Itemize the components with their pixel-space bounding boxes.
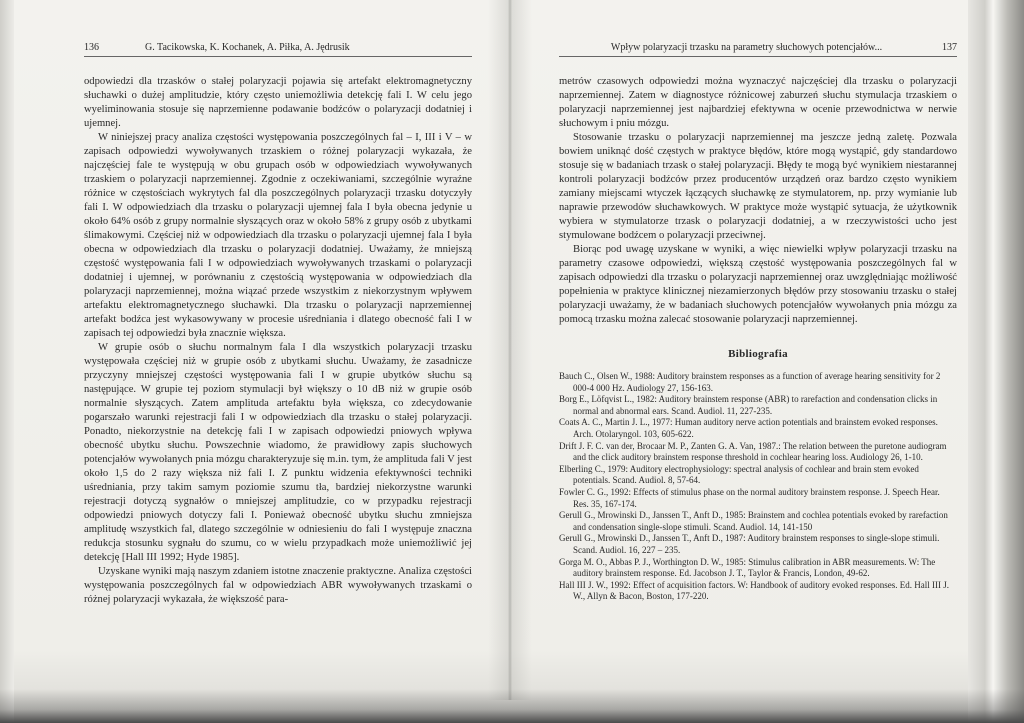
- right-paragraph-3: Biorąc pod uwagę uzyskane w wyniki, a więc niewielki wpływ polaryzacji trzasku na parametry czasowe odpowiedzi, większą częstość występowania poszczególnych fal w zapisach odpowiedzi dla trzasku o polaryzacji naprzemiennej oraz uwzględniając możliwość popełnienia w praktyce klinicznej niezamierzonych błędów przy stosowaniu trzasku o stałej polaryzacji uważamy, że w badaniach słuchowych potencjałów wywołanych pnia mózgu za pomocą trzasku można zalecać stosowanie polaryzacji naprzemiennej.: [559, 244, 957, 325]
- right-running-head: [559, 40, 957, 57]
- left-running-head: [84, 40, 472, 57]
- bottom-shadow: [0, 689, 1024, 723]
- reference-item: Gerull G., Mrowinski D., Janssen T., Anft D., 1987: Auditory brainstem responses to single-slope stimuli. Scand. Audiol. 16, 227 – 235.: [559, 533, 940, 555]
- right-running-head-title: Wpływ polaryzacji trzasku na parametry słuchowych potencjałów...: [610, 42, 883, 53]
- left-page-edge: [0, 0, 14, 723]
- reference-list: [559, 371, 957, 603]
- left-page: [84, 40, 472, 607]
- left-paragraph-2: W niniejszej pracy analiza częstości występowania poszczególnych fal – I, III i V – w zapisach odpowiedzi wywoływanych trzaskiem o różnej polaryzacji wykazała, że najczęściej fale te występują w obu grupach osób w odpowiedziach wywoływanych trzaskiem o polaryzacji naprzemiennej. Zgodnie z oczekiwaniami, szczególnie wyraźne różnice w częstościach wykrytych fal dla poszczególnych polaryzacji trzasku dotyczyły fali I. W odpowiedziach dla trzasku o polaryzacji ujemnej fala I była obecna jedynie u około 64% osób z grupy normalnie słyszących oraz w około 58% z grupy osób z ubytkami ślimakowymi. Częściej niż w odpowiedziach dla trzasku o polaryzacji ujemnej fala I była obecna w odpowiedziach dla trzasku o polaryzacji dodatniej. Uważamy, że mniejszą częstość występowania fali I w odpowiedziach wywoływanych trzaskami o polaryzacji dodatniej i ujemnej, w porównaniu z częstością występowania w odpowiedziach dla polaryzacji naprzemiennej, można wiązać przede wszystkim z niekorzystnym wpływem artefaktu elektromagnetycznego słuchawki. Dla trzasku o polaryzacji naprzemiennej artefakt bodźca jest wykasowywany w procesie uśredniania i dlatego obecność fali I w zapisach tej odpowiedzi była znacznie większa.: [84, 132, 472, 339]
- reference-item: Hall III J. W., 1992: Effect of acquisition factors. W: Handbook of auditory evoked responses. Ed. Hall III J. W., Allyn & Bacon, Boston, 177-220.: [559, 579, 949, 602]
- left-paragraph-1: odpowiedzi dla trzasków o stałej polaryzacji pojawia się artefakt elektromagnetyczny słuchawki o dużej amplitudzie, który często uniemożliwia detekcję fali I. W celu jego wyeliminowania stosuje się naprzemienne podawanie bodźców o polaryzacji dodatniej i ujemnej.: [84, 76, 472, 129]
- right-page-number: 137: [942, 42, 957, 53]
- reference-item: Coats A. C., Martin J. L., 1977: Human auditory nerve action potentials and brainstem evoked responses. Arch. Otolaryngol. 103, 605-622.: [559, 417, 938, 439]
- reference-item: Gerull G., Mrowinski D., Janssen T., Anft D., 1985: Brainstem and cochlea potentials evoked by rarefaction and condensation single-slope stimuli. Scand. Audiol. 14, 141-150: [559, 510, 948, 532]
- reference-item: Elberling C., 1979: Auditory electrophysiology: spectral analysis of cochlear and brain stem evoked potentials. Scand. Audiol. 8, 57-64.: [559, 463, 919, 486]
- right-page: [559, 40, 957, 603]
- left-paragraph-3: W grupie osób o słuchu normalnym fala I dla wszystkich polaryzacji trzasku występowała częściej niż w grupie osób z ubytkami słuchu. Uważamy, że zasadnicze przyczyny mniejszej częstości występowania fali I w grupie ubytków słuchu są następujące. W grupie tej poziom stymulacji był większy o 10 dB niż w grupie osób normalnie słyszących. Zatem amplituda artefaktu była większa, co zdecydowanie pogarszało warunki rejestracji fali I w odpowiedziach dla trzasku o stałej polaryzacji. Ponadto, niekorzystnie na detekcję fali I w zapisach odpowiedzi pniowych wpływa obecność ubytku słuchu. Powszechnie wiadomo, że prawidłowy zapis słuchowych potencjałów wywołanych pnia mózgu charakteryzuje się m.in. tym, że amplituda fali V jest około 1,5 do 2 razy większa niż fali I. Z punktu widzenia efektywności techniki uśredniania, przy takim samym poziomie szumu tła, bardziej niekorzystne warunki rejestracji dotyczą sygnałów o mniejszej amplitudzie, co w przypadku rejestracji odpowiedzi pniowych dotyczy fali I. Ponieważ obecność ubytku słuchu zmniejsza amplitudę wszystkich fal, dlatego szczególnie w odniesieniu do fali I występuje znaczna redukcja stosunku sygnału do szumu, co w wielu przypadkach może uniemożliwić jej detekcję [Hall III 1992; Hyde 1985].: [84, 342, 472, 563]
- reference-item: Gorga M. O., Abbas P. J., Worthington D. W., 1985: Stimulus calibration in ABR measurements. W: The auditory brainstem response. Ed. Jacobson J. T., Taylor & Francis, London, 49-62.: [559, 556, 936, 579]
- book-gutter: [488, 0, 532, 700]
- right-paragraph-1: metrów czasowych odpowiedzi można wyznaczyć najczęściej dla trzasku o polaryzacji naprzemiennej. Zatem w diagnostyce różnicowej zaburzeń słuchu stymulacja trzaskiem o polaryzacji naprzemiennej jest najbardziej efektywna w ocenie przewodnictwa w nerwie słuchowym i pniu mózgu.: [559, 76, 957, 129]
- left-paragraph-4: Uzyskane wyniki mają naszym zdaniem istotne znaczenie praktyczne. Analiza częstości występowania poszczególnych fal w odpowiedziach ABR wywoływanych trzaskami o różnej polaryzacji wykazała, że większość para-: [84, 566, 472, 605]
- reference-item: Bauch C., Olsen W., 1988: Auditory brainstem responses as a function of average hearing sensitivity for 2 000-4 000 Hz. Audiology 27, 156-163.: [559, 371, 941, 393]
- right-page-edge: [968, 0, 1024, 723]
- left-page-number: 136: [84, 42, 99, 53]
- left-running-head-authors: G. Tacikowska, K. Kochanek, A. Piłka, A. Jędrusik: [145, 42, 350, 53]
- reference-item: Borg E., Löfqvist L., 1982: Auditory brainstem response (ABR) to rarefaction and condensation clicks in normal and abnormal ears. Scand. Audiol. 11, 227-235.: [559, 394, 938, 416]
- right-paragraph-2: Stosowanie trzasku o polaryzacji naprzemiennej ma jeszcze jedną zaletę. Pozwala bowiem uniknąć dość częstych w praktyce błędów, które mogą wystąpić, gdy standardowo stosuje się w badaniach trzask o stałej polaryzacji. Błędy te mogą być wynikiem niestarannej kontroli polaryzacji bodźców przez producentów urządzeń oraz bardzo często wynikiem zamiany miejscami wtyczek łączących słuchawkę ze stymulatorem, np. przy wymianie lub naprawie przewodów słuchawkowych. W praktyce może wystąpić sytuacja, że użytkownik wybiera w stymulatorze trzask o polaryzacji dodatniej, a w rzeczywistości ucho jest stymulowane bodźcem o polaryzacji przeciwnej.: [559, 132, 957, 241]
- bibliography-heading: Bibliografia: [728, 348, 788, 360]
- reference-item: Drift J. F. C. van der, Brocaar M. P., Zanten G. A. Van, 1987.: The relation between the puretone audiogram and the click auditory brainstem response threshold in cochlear hearing loss. Audiology 26, 1-10.: [559, 440, 947, 463]
- reference-item: Fowler C. G., 1992: Effects of stimulus phase on the normal auditory brainstem response. J. Speech Hear. Res. 35, 167-174.: [559, 486, 940, 509]
